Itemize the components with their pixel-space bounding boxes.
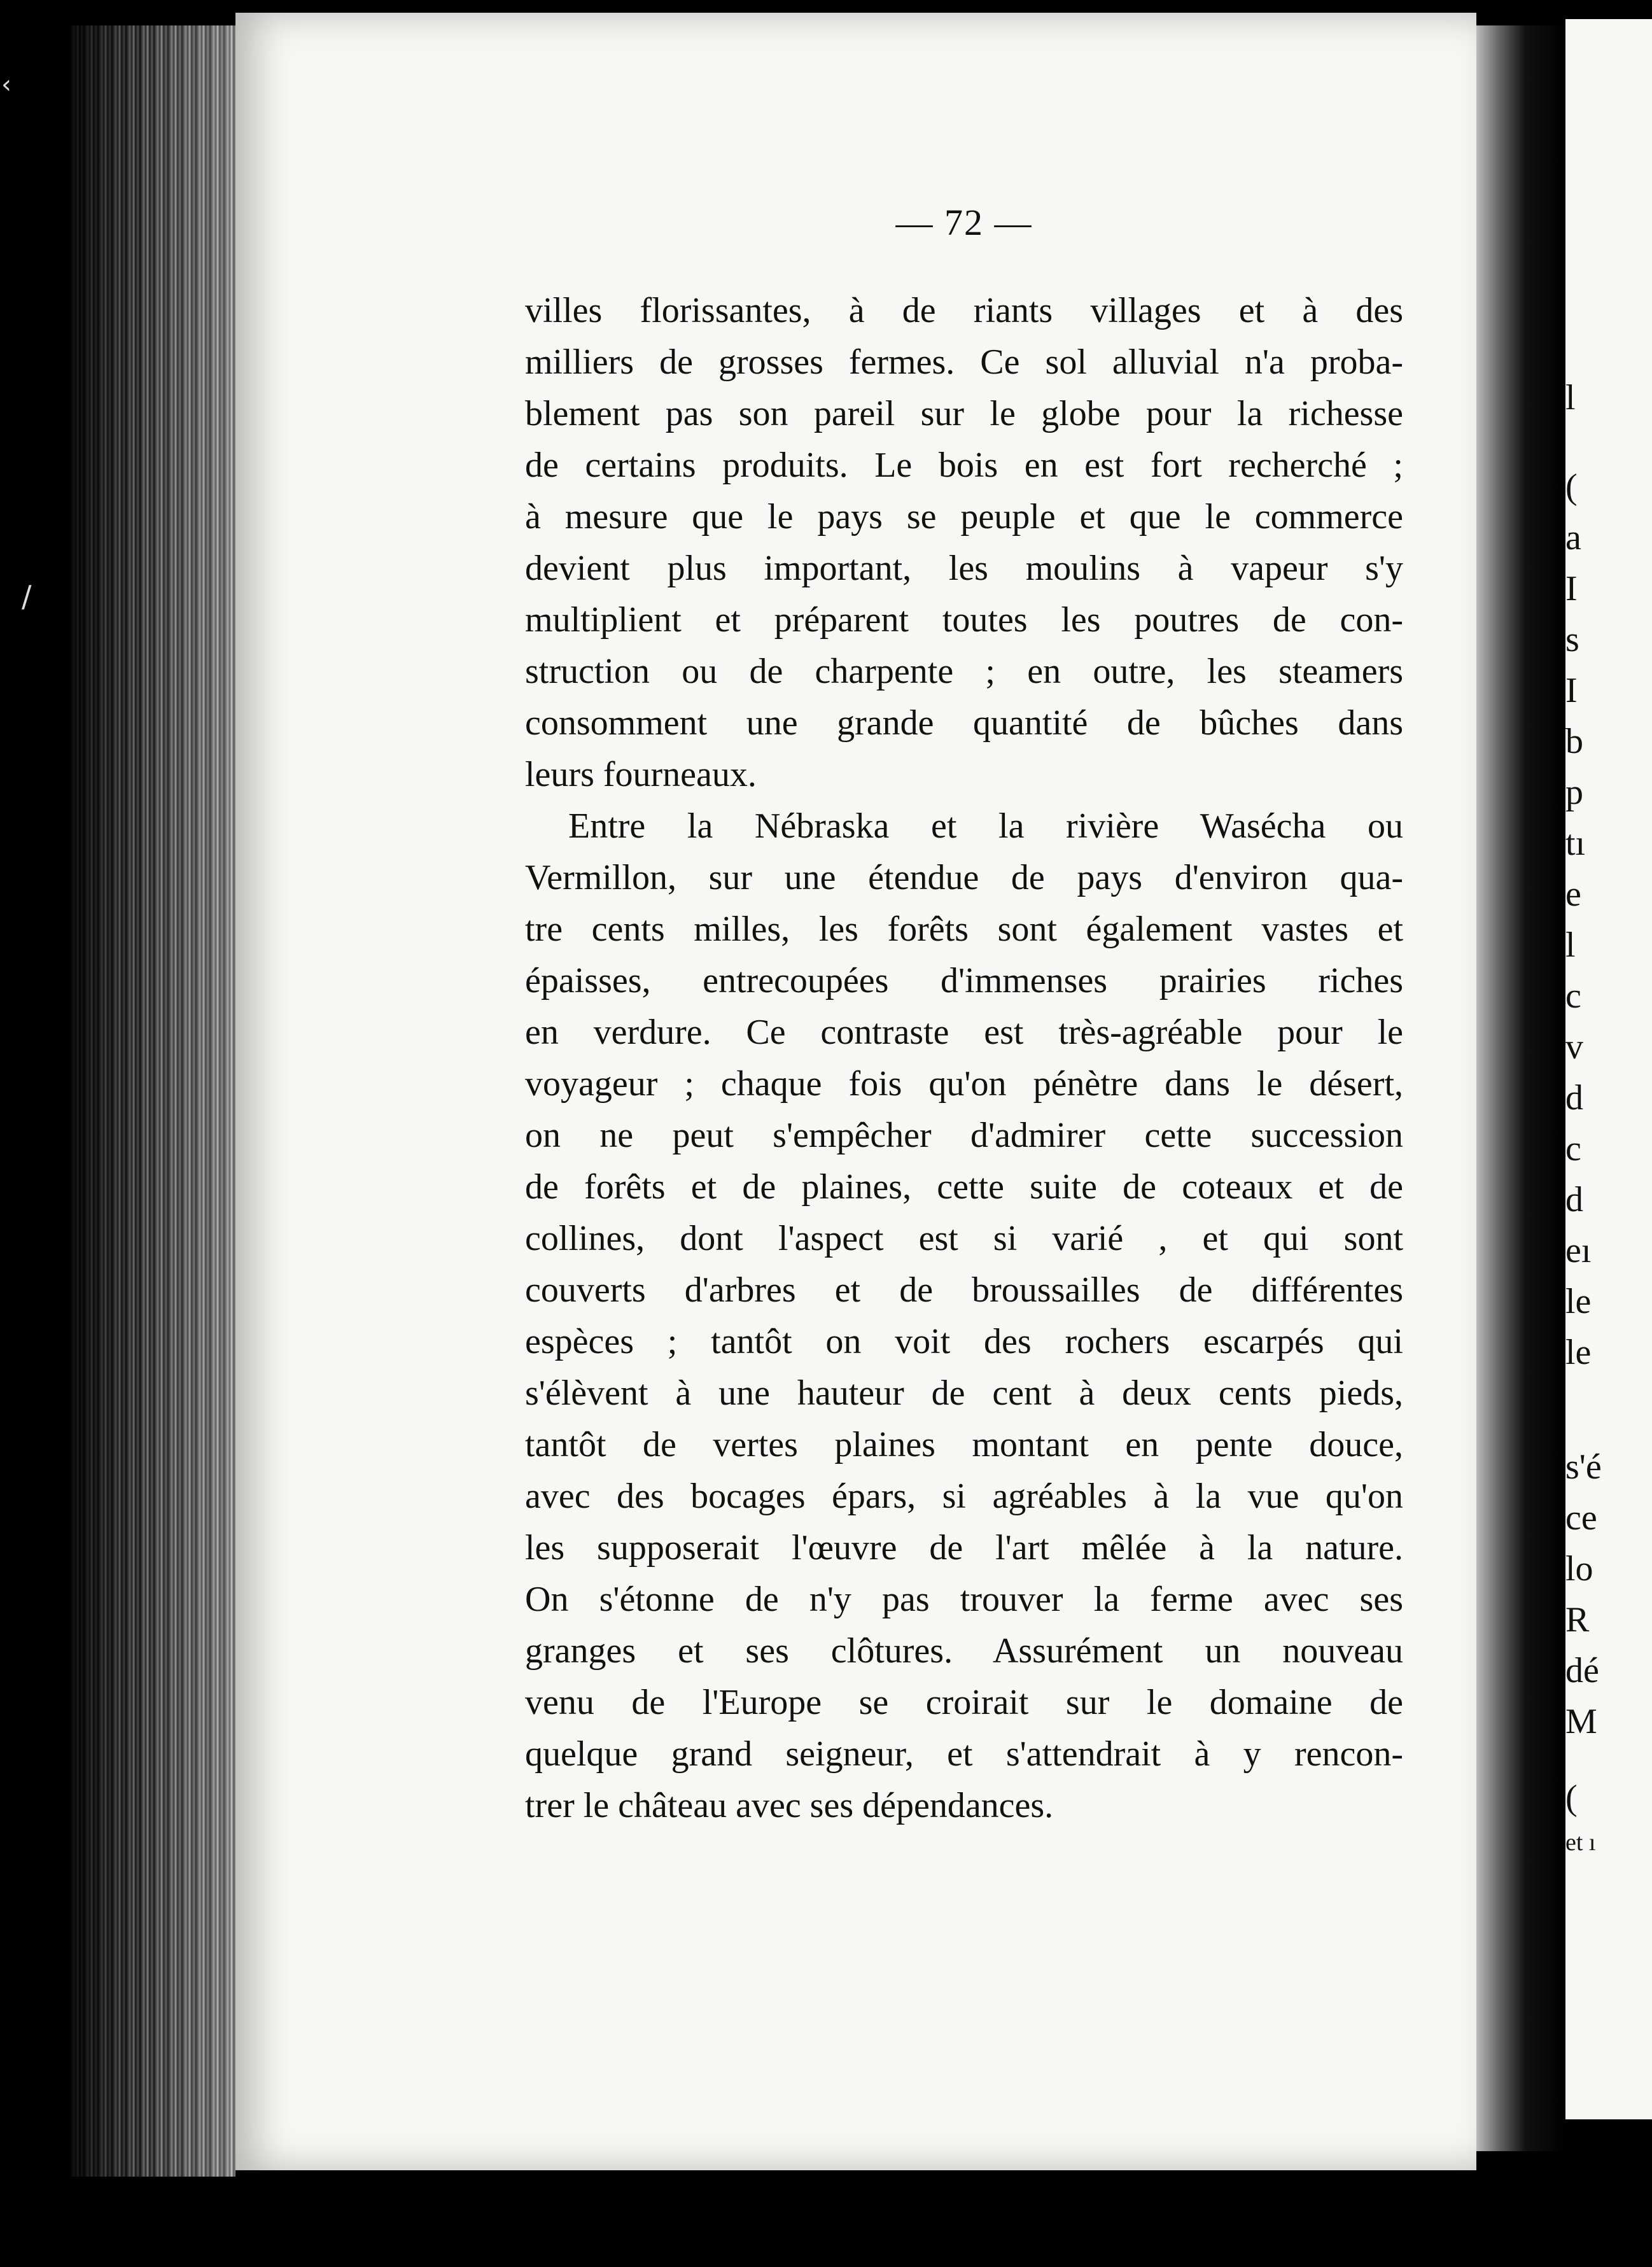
facing-page-fragment: R bbox=[1565, 1600, 1590, 1639]
text-line: épaisses, entrecoupées d'immenses prairies riches bbox=[525, 961, 1403, 1000]
text-line: voyageur ; chaque fois qu'on pénètre dans le désert, bbox=[525, 1064, 1403, 1104]
facing-page-fragment: le bbox=[1565, 1282, 1592, 1321]
facing-page-fragment: c bbox=[1565, 1129, 1581, 1169]
text-line: Vermillon, sur une étendue de pays d'environ qua- bbox=[525, 858, 1403, 897]
text-line: tantôt de vertes plaines montant en pente douce, bbox=[525, 1425, 1403, 1464]
text-line: les supposerait l'œuvre de l'art mêlée à la nature. bbox=[525, 1528, 1403, 1568]
page-number: — 72 — bbox=[895, 202, 1033, 243]
facing-page-fragment: p bbox=[1565, 773, 1583, 812]
facing-page-fragment: lo bbox=[1565, 1549, 1593, 1589]
margin-mark: ‹ bbox=[1, 70, 11, 99]
facing-page-fragment: c bbox=[1565, 976, 1581, 1016]
margin-mark: / bbox=[22, 579, 32, 614]
facing-page bbox=[1565, 19, 1652, 2119]
text-line: villes florissantes, à de riants villages et à des bbox=[525, 291, 1403, 330]
facing-page-fragment: le bbox=[1565, 1333, 1592, 1372]
facing-page-fragment: ( bbox=[1565, 1778, 1578, 1818]
facing-page-fragment: dé bbox=[1565, 1651, 1599, 1690]
text-line: tre cents milles, les forêts sont également vastes et bbox=[525, 909, 1403, 949]
text-line: couverts d'arbres et de broussailles de différentes bbox=[525, 1270, 1403, 1310]
text-line: struction ou de charpente ; en outre, les steamers bbox=[525, 652, 1403, 691]
facing-page-fragment: d bbox=[1565, 1078, 1583, 1118]
facing-page-fragment: b bbox=[1565, 722, 1583, 761]
text-line: On s'étonne de n'y pas trouver la ferme avec ses bbox=[525, 1580, 1403, 1619]
facing-page-fragment: et ı bbox=[1565, 1829, 1596, 1856]
text-line: quelque grand seigneur, et s'attendrait à y rencon- bbox=[525, 1734, 1403, 1774]
facing-page-fragment: d bbox=[1565, 1180, 1583, 1219]
text-line: en verdure. Ce contraste est très-agréable pour le bbox=[525, 1013, 1403, 1052]
text-line: Entre la Nébraska et la rivière Wasécha ou bbox=[568, 806, 1403, 846]
facing-page-fragment: a bbox=[1565, 518, 1581, 558]
text-line: trer le château avec ses dépendances. bbox=[525, 1786, 1054, 1825]
facing-page-fragment: tı bbox=[1565, 824, 1586, 863]
text-line: à mesure que le pays se peuple et que le commerce bbox=[525, 497, 1403, 537]
facing-page-fragment: M bbox=[1565, 1702, 1597, 1741]
scan-left-border bbox=[0, 0, 70, 2267]
page-text bbox=[525, 285, 1403, 1832]
text-line: granges et ses clôtures. Assurément un nouveau bbox=[525, 1631, 1403, 1671]
text-line: consomment une grande quantité de bûches dans bbox=[525, 703, 1403, 743]
facing-page-fragment: I bbox=[1565, 671, 1578, 710]
book-gutter bbox=[1476, 25, 1565, 2151]
text-line: de forêts et de plaines, cette suite de coteaux et de bbox=[525, 1167, 1403, 1207]
facing-page-fragment: eı bbox=[1565, 1231, 1592, 1270]
text-line: collines, dont l'aspect est si varié , et qui sont bbox=[525, 1219, 1403, 1258]
facing-page-fragment: s'é bbox=[1565, 1447, 1602, 1487]
text-line: de certains produits. Le bois en est fort recherché ; bbox=[525, 446, 1403, 485]
facing-page-fragment: l bbox=[1565, 378, 1576, 418]
facing-page-fragment: s bbox=[1565, 620, 1579, 659]
facing-page-fragment: ce bbox=[1565, 1498, 1597, 1538]
facing-page-fragment: ( bbox=[1565, 467, 1578, 507]
text-line: venu de l'Europe se croirait sur le domaine de bbox=[525, 1683, 1403, 1722]
facing-page-fragment: I bbox=[1565, 569, 1578, 608]
page-edges-shading bbox=[70, 25, 235, 2177]
text-line: s'élèvent à une hauteur de cent à deux cents pieds, bbox=[525, 1373, 1403, 1413]
text-line: multiplient et préparent toutes les poutres de con- bbox=[525, 600, 1403, 640]
text-line: leurs fourneaux. bbox=[525, 755, 757, 794]
text-line: devient plus important, les moulins à vapeur s'y bbox=[525, 549, 1403, 588]
text-line: on ne peut s'empêcher d'admirer cette succession bbox=[525, 1116, 1403, 1155]
facing-page-fragment: v bbox=[1565, 1027, 1583, 1067]
scan-bottom-border bbox=[0, 2177, 1652, 2267]
text-line: blement pas son pareil sur le globe pour la richesse bbox=[525, 394, 1403, 433]
text-line: espèces ; tantôt on voit des rochers escarpés qui bbox=[525, 1322, 1403, 1361]
text-line: milliers de grosses fermes. Ce sol alluvial n'a proba- bbox=[525, 342, 1403, 382]
text-line: avec des bocages épars, si agréables à la vue qu'on bbox=[525, 1477, 1403, 1516]
facing-page-fragment: l bbox=[1565, 925, 1576, 965]
facing-page-fragment: e bbox=[1565, 874, 1581, 914]
